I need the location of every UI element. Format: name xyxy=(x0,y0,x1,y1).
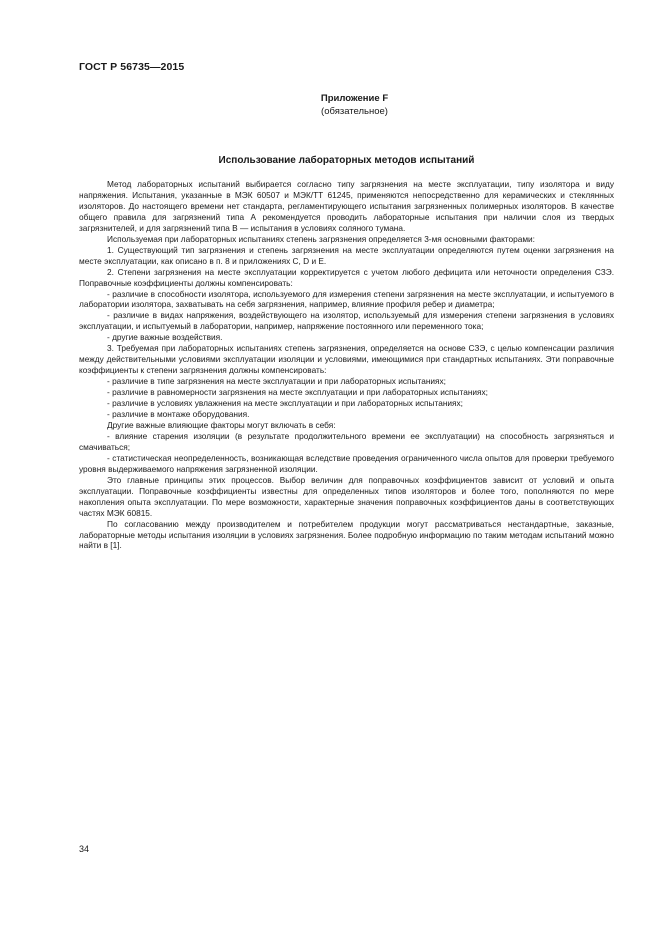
paragraph: - статистическая неопределенность, возникающая вследствие проведения ограниченного числа опытов для проверки требуемого уровня выдерживаемого напряжения загрязненной изоляции. xyxy=(79,452,614,474)
appendix-title: Приложение F xyxy=(320,93,389,104)
appendix-subtitle: (обязательное) xyxy=(321,106,388,117)
paragraph: - различие в способности изолятора, используемого для измерения степени загрязнения на месте эксплуатации, и испытуемого в лаборатории изолятора, захватывать на себя загрязнения, например, влияние профиля ребер и диаметра; xyxy=(79,288,614,310)
paragraph: - другие важные воздействия. xyxy=(107,332,223,343)
paragraph: - различие в монтаже оборудования. xyxy=(107,409,250,420)
paragraph: По согласованию между производителем и потребителем продукции могут рассматриваться нестандартные, заказные, лабораторные методы испытания изоляции в условиях загрязнения. Более подробную информацию по таким методам испытаний можно найти в [1]. xyxy=(79,518,614,551)
appendix-heading xyxy=(0,92,661,118)
paragraph: Метод лабораторных испытаний выбирается согласно типу загрязнения на месте эксплуатации, типу изолятора и виду напряжения. Испытания, указанные в МЭК 60507 и МЭК/ТТ 61245, применяются непосредственно для керамических и стеклянных изоляторов. До настоящего времени нет стандарта, регламентирующего испытания загрязненных полимерных изоляторов. В качестве общего правила для загрязнений типа А рекомендуется проводить лабораторные испытания при наличии слоя из твердых загрязнителей, и для загрязнений типа В — испытания в условиях соляного тумана. xyxy=(79,179,614,233)
section-title: Использование лабораторных методов испытаний xyxy=(218,155,475,166)
paragraph: - различие в видах напряжения, воздействующего на изолятор, используемый для измерения степени загрязнения в условиях эксплуатации, и испытуемый в лаборатории, например, напряжение постоянного или переменного тока; xyxy=(79,310,614,332)
paragraph: - влияние старения изоляции (в результате продолжительного времени ее эксплуатации) на способность загрязняться и смачиваться; xyxy=(79,430,614,452)
paragraph: - различие в равномерности загрязнения на месте эксплуатации и при лабораторных испытаниях; xyxy=(107,387,488,398)
paragraph: Используемая при лабораторных испытаниях степень загрязнения определяется 3-мя основными факторами: xyxy=(107,233,535,244)
paragraph: - различие в условиях увлажнения на месте эксплуатации и при лабораторных испытаниях; xyxy=(107,398,463,409)
paragraph: - различие в типе загрязнения на месте эксплуатации и при лабораторных испытаниях; xyxy=(107,376,446,387)
page-number: 34 xyxy=(79,844,90,854)
paragraph: Другие важные влияющие факторы могут включать в себя: xyxy=(107,419,336,430)
paragraph: Это главные принципы этих процессов. Выбор величин для поправочных коэффициентов зависит от условий и опыта эксплуатации. Поправочные коэффициенты известны для определенных типов изоляторов и более того, пополняются по мере накопления опыта эксплуатации. По мере возможности, характерные значения поправочных коэффициентов даны в соответствующих частях МЭК 60815. xyxy=(79,474,614,518)
document-header: ГОСТ Р 56735—2015 xyxy=(79,61,185,73)
paragraph: 2. Степени загрязнения на месте эксплуатации корректируется с учетом любого дефицита или неточности определения СЗЭ. Поправочные коэффициенты должны компенсировать: xyxy=(79,266,614,288)
paragraph: 3. Требуемая при лабораторных испытаниях степень загрязнения, определяется на основе СЗЭ, с целью компенсации различия между действительными условиями эксплуатации изоляции и условиями, имеющимися при стандартных испытаниях. Эти поправочные коэффициенты к степени загрязнения должны компенсировать: xyxy=(79,343,614,376)
document-body xyxy=(79,179,614,551)
paragraph: 1. Существующий тип загрязнения и степень загрязнения на месте эксплуатации определяются путем оценки загрязнения на месте эксплуатации, как описано в п. 8 и приложениях С, D и E. xyxy=(79,244,614,266)
